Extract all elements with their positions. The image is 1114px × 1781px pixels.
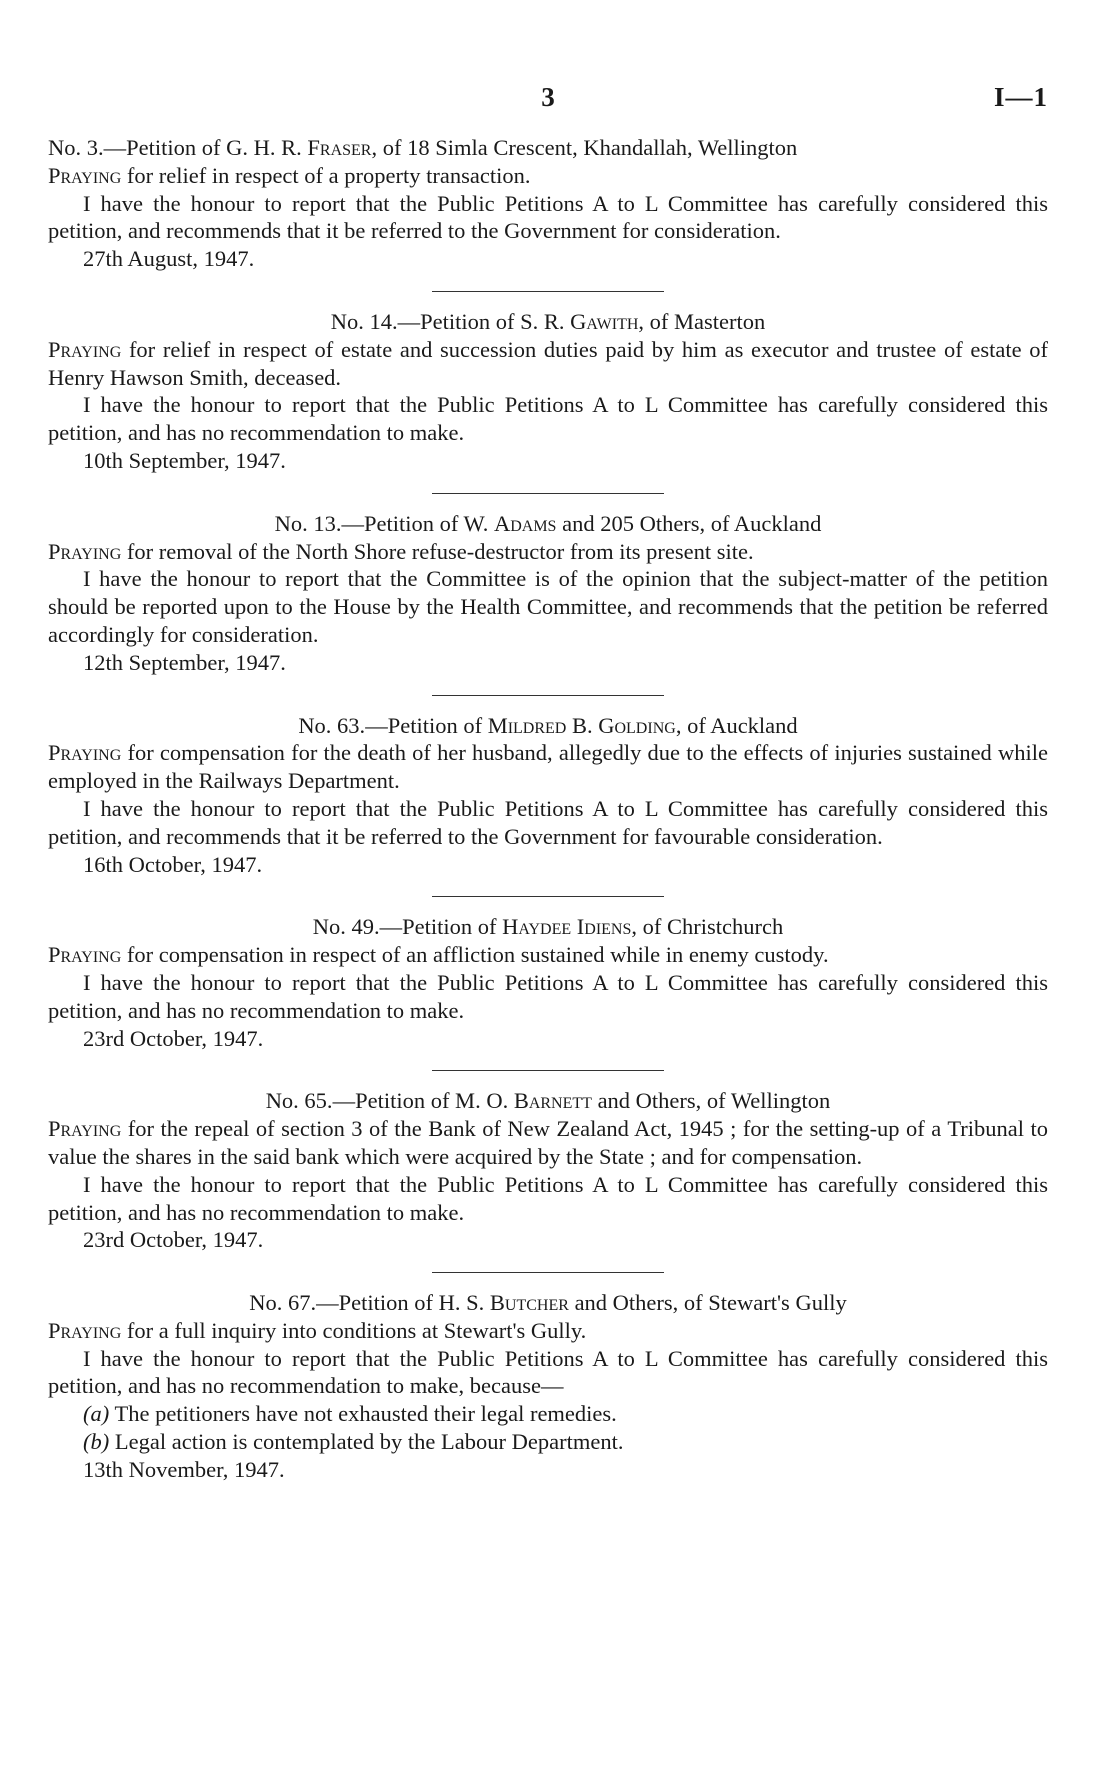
petition-heading — [48, 712, 1048, 740]
praying-paragraph — [48, 1317, 1048, 1345]
petition-location: , of Auckland — [675, 712, 798, 738]
praying-text: for the repeal of section 3 of the Bank of New Zealand Act, 1945 ; for the setting-up of a Tribunal to value the shares in the said bank which were acquired by the State ; and for compensation. — [48, 1116, 1048, 1169]
report-paragraph: I have the honour to report that the Public Petitions A to L Committee has carefully considered this petition, and has no recommendation to make. — [48, 969, 1048, 1023]
petitioner-name: Fraser — [307, 135, 372, 160]
petition-number: No. 13. — [274, 510, 342, 536]
clause-item — [83, 1400, 1048, 1428]
praying-label: Praying — [48, 1116, 122, 1142]
page-header — [48, 82, 1048, 134]
petition-heading — [48, 308, 1048, 336]
document-reference: I—1 — [993, 82, 1048, 112]
petition-heading — [48, 510, 1048, 538]
report-date: 12th September, 1947. — [83, 649, 286, 675]
petition-title: —Petition of — [365, 712, 488, 738]
report-paragraph: I have the honour to report that the Committee is of the opinion that the subject-matter of the petition should be reported upon to the House by the Health Committee, and recommends that the petition be referred accordingly for consideration. — [48, 566, 1048, 647]
petition-title: —Petition of H. S. — [316, 1290, 490, 1316]
praying-text: for a full inquiry into conditions at Stewart's Gully. — [121, 1317, 587, 1343]
praying-paragraph — [48, 538, 1048, 566]
report-paragraph: I have the honour to report that the Public Petitions A to L Committee has carefully considered this petition, and recommends that it be referred to the Government for favourable consideration. — [48, 795, 1048, 849]
report-paragraph: I have the honour to report that the Public Petitions A to L Committee has carefully considered this petition, and has no recommendation to make, because— — [48, 1345, 1048, 1399]
petition-entry — [48, 134, 1048, 273]
report-date: 10th September, 1947. — [83, 447, 286, 473]
petition-location: , of Masterton — [638, 308, 766, 334]
petition-title: —Petition of — [379, 914, 503, 940]
praying-label: Praying — [48, 538, 122, 564]
page-number: 3 — [541, 82, 555, 112]
petition-location: , of 18 Simla Crescent, Khandallah, Wellington — [371, 135, 798, 160]
petition-number: No. 65. — [265, 1088, 333, 1114]
clause-marker: (b) — [83, 1429, 110, 1455]
report-date: 27th August, 1947. — [83, 246, 255, 272]
petition-location: , of Christchurch — [631, 914, 784, 940]
petition-entry — [48, 308, 1048, 475]
petition-entry — [48, 1289, 1048, 1484]
praying-paragraph — [48, 1115, 1048, 1171]
praying-text: for removal of the North Shore refuse-destructor from its present site. — [121, 538, 754, 564]
clause-item — [83, 1428, 1048, 1456]
section-divider — [432, 1070, 664, 1071]
petition-title: —Petition of G. H. R. — [103, 135, 308, 160]
petition-location: and Others, of Wellington — [591, 1088, 831, 1114]
report-date: 23rd October, 1947. — [83, 1227, 264, 1253]
petition-entry — [48, 1087, 1048, 1254]
petition-title: —Petition of S. R. — [397, 308, 571, 334]
petition-heading — [48, 1289, 1048, 1317]
praying-paragraph — [48, 336, 1048, 392]
section-divider — [432, 1272, 664, 1273]
section-divider — [432, 291, 664, 292]
petition-title: —Petition of M. O. — [332, 1088, 514, 1114]
praying-label: Praying — [48, 162, 122, 188]
section-divider — [432, 493, 664, 494]
praying-label: Praying — [48, 336, 122, 362]
report-paragraph: I have the honour to report that the Public Petitions A to L Committee has carefully considered this petition, and recommends that it be referred to the Government for consideration. — [48, 190, 1048, 244]
praying-paragraph — [48, 162, 1048, 190]
petition-title: —Petition of W. — [341, 510, 494, 536]
petitioner-name: Butcher — [489, 1290, 569, 1316]
petitioner-name: Mildred B. Golding — [487, 712, 676, 738]
document-page — [48, 82, 1048, 1484]
praying-label: Praying — [48, 1317, 122, 1343]
petition-entry — [48, 510, 1048, 677]
petitioner-name: Haydee Idiens — [502, 914, 632, 940]
praying-text: for relief in respect of estate and succession duties paid by him as executor and trustee of estate of Henry Hawson Smith, deceased. — [48, 336, 1048, 390]
report-date: 23rd October, 1947. — [83, 1025, 264, 1051]
praying-text: for relief in respect of a property transaction. — [121, 162, 531, 188]
praying-paragraph — [48, 941, 1048, 969]
section-divider — [432, 896, 664, 897]
report-paragraph: I have the honour to report that the Public Petitions A to L Committee has carefully considered this petition, and has no recommendation to make. — [48, 392, 1048, 446]
petition-location: and Others, of Stewart's Gully — [568, 1290, 847, 1316]
petitioner-name: Gawith — [570, 308, 639, 334]
clause-text: Legal action is contemplated by the Labour Department. — [109, 1429, 624, 1455]
praying-label: Praying — [48, 942, 122, 968]
petition-number: No. 3. — [48, 135, 104, 160]
petition-entry — [48, 712, 1048, 879]
petition-entry — [48, 913, 1048, 1052]
petitioner-name: Barnett — [513, 1088, 592, 1114]
petition-heading — [48, 913, 1048, 941]
petition-number: No. 49. — [312, 914, 380, 940]
petition-number: No. 14. — [330, 308, 398, 334]
petition-heading — [48, 134, 1048, 162]
report-date: 13th November, 1947. — [83, 1456, 285, 1482]
praying-text: for compensation for the death of her husband, allegedly due to the effects of injuries sustained while employed in the Railways Department. — [48, 740, 1048, 794]
petition-number: No. 63. — [298, 712, 366, 738]
praying-paragraph — [48, 739, 1048, 795]
praying-label: Praying — [48, 740, 122, 766]
petition-number: No. 67. — [249, 1290, 317, 1316]
petition-heading — [48, 1087, 1048, 1115]
clause-text: The petitioners have not exhausted their legal remedies. — [109, 1401, 617, 1427]
petition-location: and 205 Others, of Auckland — [556, 510, 822, 536]
praying-text: for compensation in respect of an affliction sustained while in enemy custody. — [121, 942, 829, 968]
clause-marker: (a) — [83, 1401, 110, 1427]
report-date: 16th October, 1947. — [83, 851, 263, 877]
petitioner-name: Adams — [493, 510, 557, 536]
clause-list — [48, 1400, 1048, 1456]
report-paragraph: I have the honour to report that the Public Petitions A to L Committee has carefully considered this petition, and has no recommendation to make. — [48, 1171, 1048, 1225]
section-divider — [432, 695, 664, 696]
